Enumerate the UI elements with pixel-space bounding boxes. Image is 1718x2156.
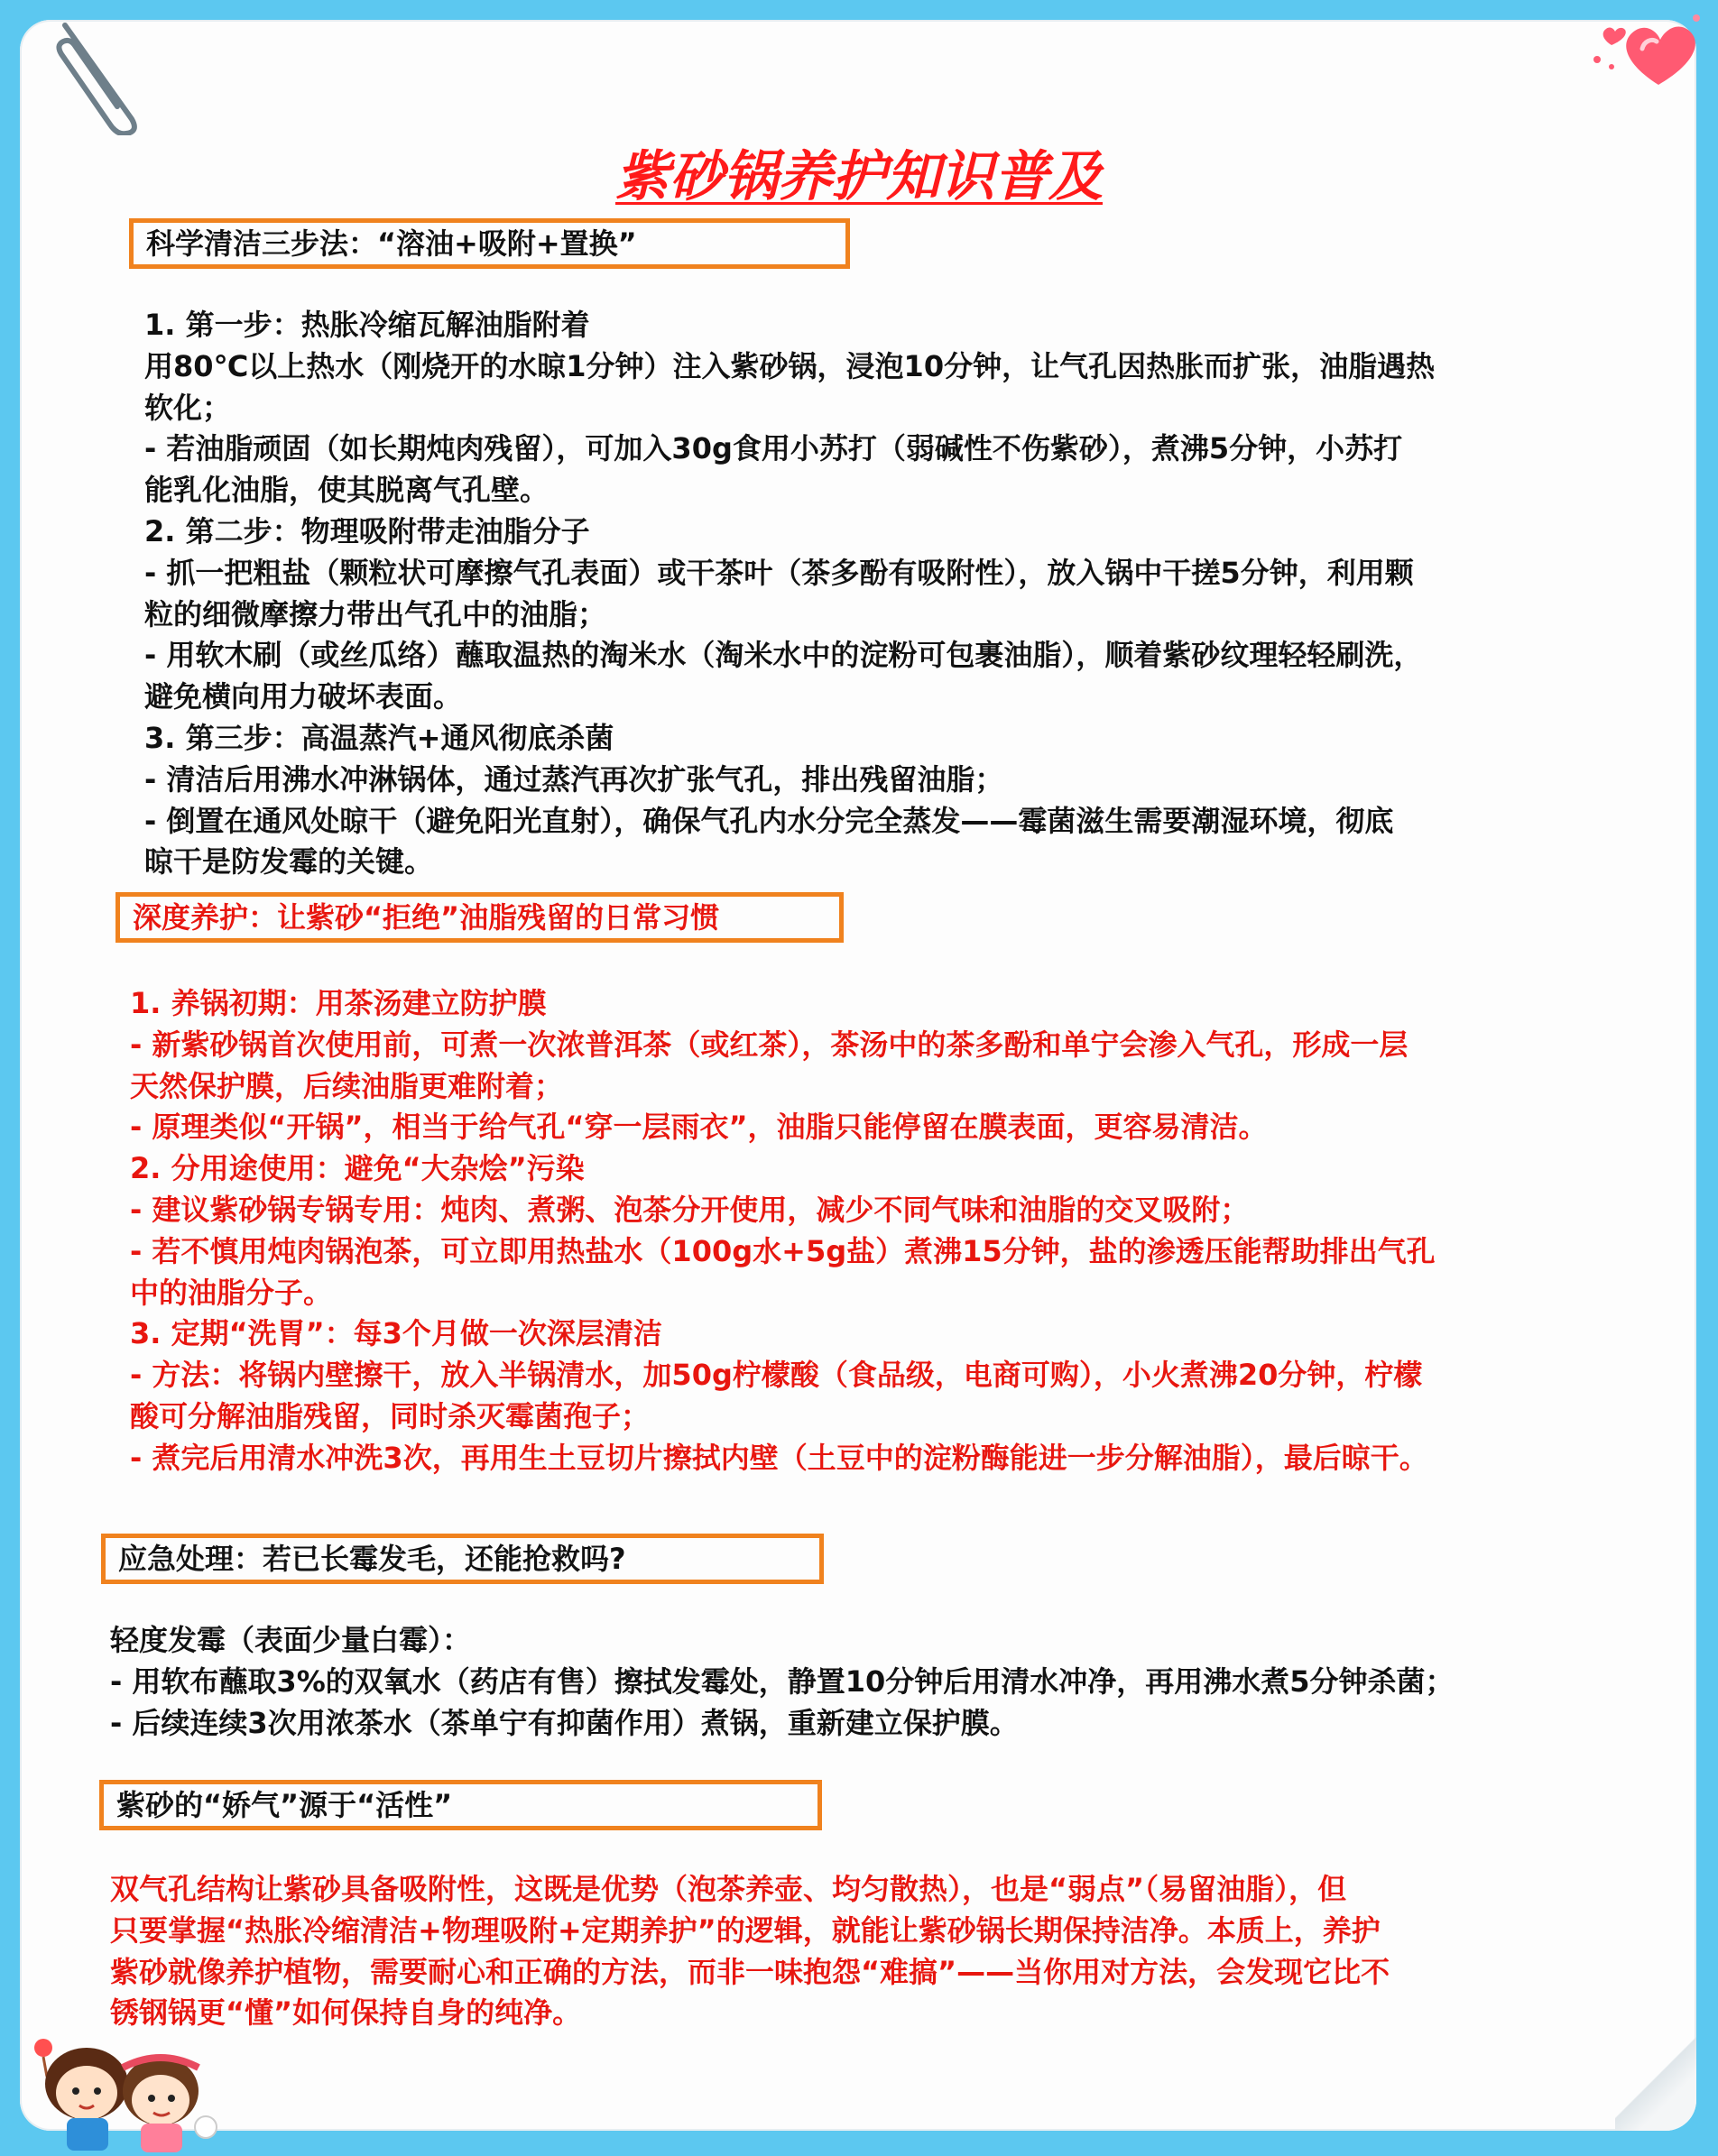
body-line: 2. 分用途使用：避免“大杂烩”污染 — [130, 1151, 585, 1186]
cartoon-kids-illustration — [16, 2021, 233, 2156]
body-line: - 新紫砂锅首次使用前，可煮一次浓普洱茶（或红茶），茶汤中的茶多酚和单宁会渗入气孔，形成一层 — [130, 1027, 1409, 1062]
section-heading-cleaning: 科学清洁三步法：“溶油+吸附+置换” — [129, 218, 850, 269]
body-line: 只要掌握“热胀冷缩清洁+物理吸附+定期养护”的逻辑，就能让紫砂锅长期保持洁净。本质上，养护 — [110, 1912, 1381, 1948]
section-body-activity — [110, 1869, 1390, 2034]
body-line: - 倒置在通风处晾干（避免阳光直射），确保气孔内水分完全蒸发——霉菌滋生需要潮湿环境，彻底 — [144, 803, 1394, 838]
section-body-maintenance — [130, 983, 1436, 1479]
body-line: 用80℃以上热水（刚烧开的水晾1分钟）注入紫砂锅，浸泡10分钟，让气孔因热胀而扩张，油脂遇热 — [144, 348, 1436, 383]
page-curl — [1615, 2022, 1696, 2131]
body-line: - 若油脂顽固（如长期炖肉残留），可加入30g食用小苏打（弱碱性不伤紫砂），煮沸5分钟，小苏打 — [144, 431, 1403, 466]
body-line: 酸可分解油脂残留，同时杀灭霉菌孢子； — [130, 1398, 651, 1433]
body-line: 天然保护膜，后续油脂更难附着； — [130, 1068, 564, 1103]
body-line: - 用软木刷（或丝瓜络）蘸取温热的淘米水（淘米水中的淀粉可包裹油脂），顺着紫砂纹理轻轻刷洗， — [144, 638, 1423, 673]
body-line: 轻度发霉（表面少量白霉）： — [110, 1623, 472, 1657]
body-line: 晾干是防发霉的关键。 — [144, 844, 434, 880]
body-line: 能乳化油脂，使其脱离气孔壁。 — [144, 473, 550, 508]
section-heading-maintenance: 深度养护：让紫砂“拒绝”油脂残留的日常习惯 — [115, 892, 844, 943]
body-line: 双气孔结构让紫砂具备吸附性，这既是优势（泡茶养壶、均匀散热），也是“弱点”（易留油脂），但 — [110, 1872, 1347, 1906]
body-line: - 方法：将锅内壁擦干，放入半锅清水，加50g柠檬酸（食品级，电商可购），小火煮沸20分钟，柠檬 — [130, 1358, 1423, 1393]
body-line: 中的油脂分子。 — [130, 1275, 333, 1310]
page-title: 紫砂锅养护知识普及 — [615, 145, 1103, 208]
body-line: - 建议紫砂锅专锅专用：炖肉、煮粥、泡茶分开使用，减少不同气味和油脂的交叉吸附； — [130, 1192, 1250, 1227]
hearts-icon — [1588, 9, 1705, 90]
section-body-emergency — [110, 1620, 1455, 1744]
body-line: 2. 第二步：物理吸附带走油脂分子 — [144, 513, 590, 548]
body-line: 软化； — [144, 390, 232, 425]
body-line: 避免横向用力破坏表面。 — [144, 679, 463, 714]
body-line: - 若不慎用炖肉锅泡茶，可立即用热盐水（100g水+5g盐）煮沸15分钟，盐的渗透压能帮助排出气孔 — [130, 1233, 1436, 1268]
paperclip-icon — [45, 18, 144, 135]
body-line: 1. 养锅初期：用茶汤建立防护膜 — [130, 986, 547, 1020]
body-line: 3. 第三步：高温蒸汽+通风彻底杀菌 — [144, 720, 614, 755]
body-line: - 清洁后用沸水冲淋锅体，通过蒸汽再次扩张气孔，排出残留油脂； — [144, 761, 1004, 797]
body-line: 1. 第一步：热胀冷缩瓦解油脂附着 — [144, 308, 590, 342]
body-line: - 用软布蘸取3%的双氧水（药店有售）擦拭发霉处，静置10分钟后用清水冲净，再用沸水煮5分钟杀菌； — [110, 1663, 1455, 1699]
body-line: 粒的细微摩擦力带出气孔中的油脂； — [144, 596, 607, 631]
body-line: - 原理类似“开锅”，相当于给气孔“穿一层雨衣”，油脂只能停留在膜表面，更容易清洁。 — [130, 1110, 1268, 1145]
body-line: - 抓一把粗盐（颗粒状可摩擦气孔表面）或干茶叶（茶多酚有吸附性），放入锅中干搓5分钟，利用颗 — [144, 555, 1414, 590]
section-heading-activity: 紫砂的“娇气”源于“活性” — [99, 1780, 822, 1830]
body-line: 锈钢锅更“懂”如何保持自身的纯净。 — [110, 1995, 582, 2031]
body-line: - 后续连续3次用浓茶水（茶单宁有抑菌作用）煮锅，重新建立保护膜。 — [110, 1705, 1019, 1740]
section-body-cleaning — [144, 305, 1435, 883]
section-heading-emergency: 应急处理：若已长霉发毛，还能抢救吗? — [101, 1534, 824, 1584]
body-line: - 煮完后用清水冲洗3次，再用生土豆切片擦拭内壁（土豆中的淀粉酶能进一步分解油脂），最后晾干。 — [130, 1440, 1428, 1475]
body-line: 3. 定期“洗胃”：每3个月做一次深层清洁 — [130, 1316, 662, 1351]
body-line: 紫砂就像养护植物，需要耐心和正确的方法，而非一味抱怨“难搞”——当你用对方法，会发现它比不 — [110, 1954, 1390, 1989]
